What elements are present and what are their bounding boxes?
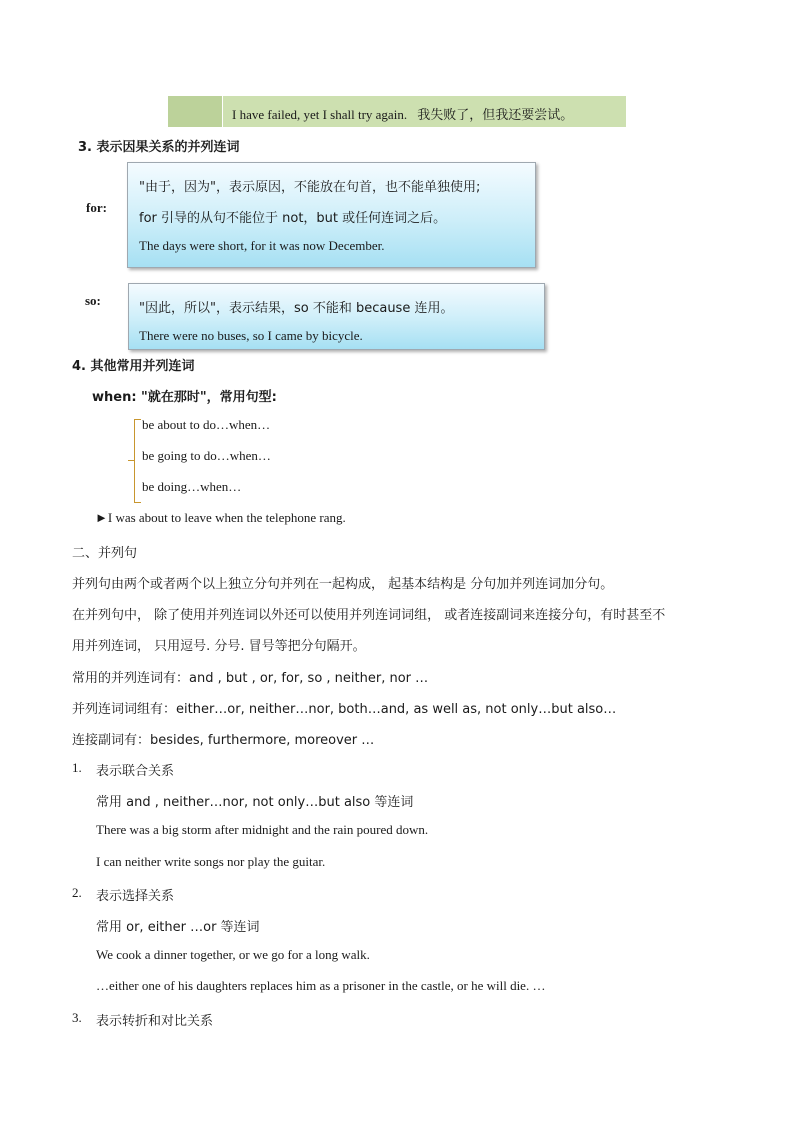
example-english: I have failed, yet I shall try again. — [232, 107, 408, 122]
so-line-1: "因此，所以"，表示结果，so 不能和 because 连用。 — [139, 301, 454, 316]
pattern-3: be doing…when… — [142, 479, 242, 494]
list-item-1-line-3: I can neither write songs nor play the guitar. — [96, 854, 326, 869]
pattern-brace-tick — [128, 460, 135, 461]
example-row — [232, 104, 573, 123]
conjunctions-line: 常用的并列连词有：and , but , or, for, so , neither, nor … — [72, 671, 429, 686]
section4-heading: 4. 其他常用并列连词 — [72, 359, 195, 374]
so-label: so: — [85, 293, 101, 308]
when-line: when: "就在那时"，常用句型: — [92, 390, 277, 405]
example-label-cell — [168, 96, 223, 127]
so-example: There were no buses, so I came by bicycle. — [139, 328, 363, 343]
list-item-2-title: 表示选择关系 — [96, 889, 175, 904]
for-line-1: "由于，因为"，表示原因，不能放在句首，也不能单独使用; — [139, 180, 481, 195]
example-translation: 我失败了，但我还要尝试。 — [417, 108, 574, 123]
list-item-2-line-1: 常用 or, either …or 等连词 — [96, 920, 260, 935]
part2-heading: 二、并列句 — [72, 546, 138, 561]
for-label: for: — [86, 200, 107, 215]
section3-heading: 3. 表示因果关系的并列连词 — [78, 140, 240, 155]
for-line-2: for 引导的从句不能位于 not，but 或任何连词之后。 — [139, 211, 447, 226]
part2-paragraph-2b: 用并列连词， 只用逗号. 分号. 冒号等把分句隔开。 — [72, 639, 366, 654]
part2-paragraph-1: 并列句由两个或者两个以上独立分句并列在一起构成， 起基本结构是 分句加并列连词加分句。 — [72, 577, 614, 592]
list-item-3-title: 表示转折和对比关系 — [96, 1014, 214, 1029]
for-example: The days were short, for it was now December. — [139, 238, 385, 253]
list-item-1-number: 1. — [72, 760, 82, 775]
list-item-1-line-2: There was a big storm after midnight and the rain poured down. — [96, 822, 429, 837]
list-item-2-number: 2. — [72, 885, 82, 900]
list-item-2-line-2: We cook a dinner together, or we go for a long walk. — [96, 947, 370, 962]
pattern-2: be going to do…when… — [142, 448, 271, 463]
when-example: ►I was about to leave when the telephone rang. — [95, 510, 346, 525]
list-item-2-line-3: …either one of his daughters replaces him as a prisoner in the castle, or he will die. … — [96, 978, 546, 993]
connecting-adverbs-line: 连接副词有：besides, furthermore, moreover … — [72, 733, 375, 748]
pattern-brace — [134, 419, 141, 503]
list-item-1-line-1: 常用 and , neither…nor, not only…but also 等连词 — [96, 795, 414, 810]
list-item-3-number: 3. — [72, 1010, 82, 1025]
list-item-1-title: 表示联合关系 — [96, 764, 175, 779]
conjunction-phrases-line: 并列连词词组有：either…or, neither…nor, both…and, as well as, not only…but also… — [72, 702, 617, 717]
part2-paragraph-2a: 在并列句中， 除了使用并列连词以外还可以使用并列连词词组， 或者连接副词来连接分句，有时甚至不 — [72, 608, 666, 623]
pattern-1: be about to do…when… — [142, 417, 271, 432]
